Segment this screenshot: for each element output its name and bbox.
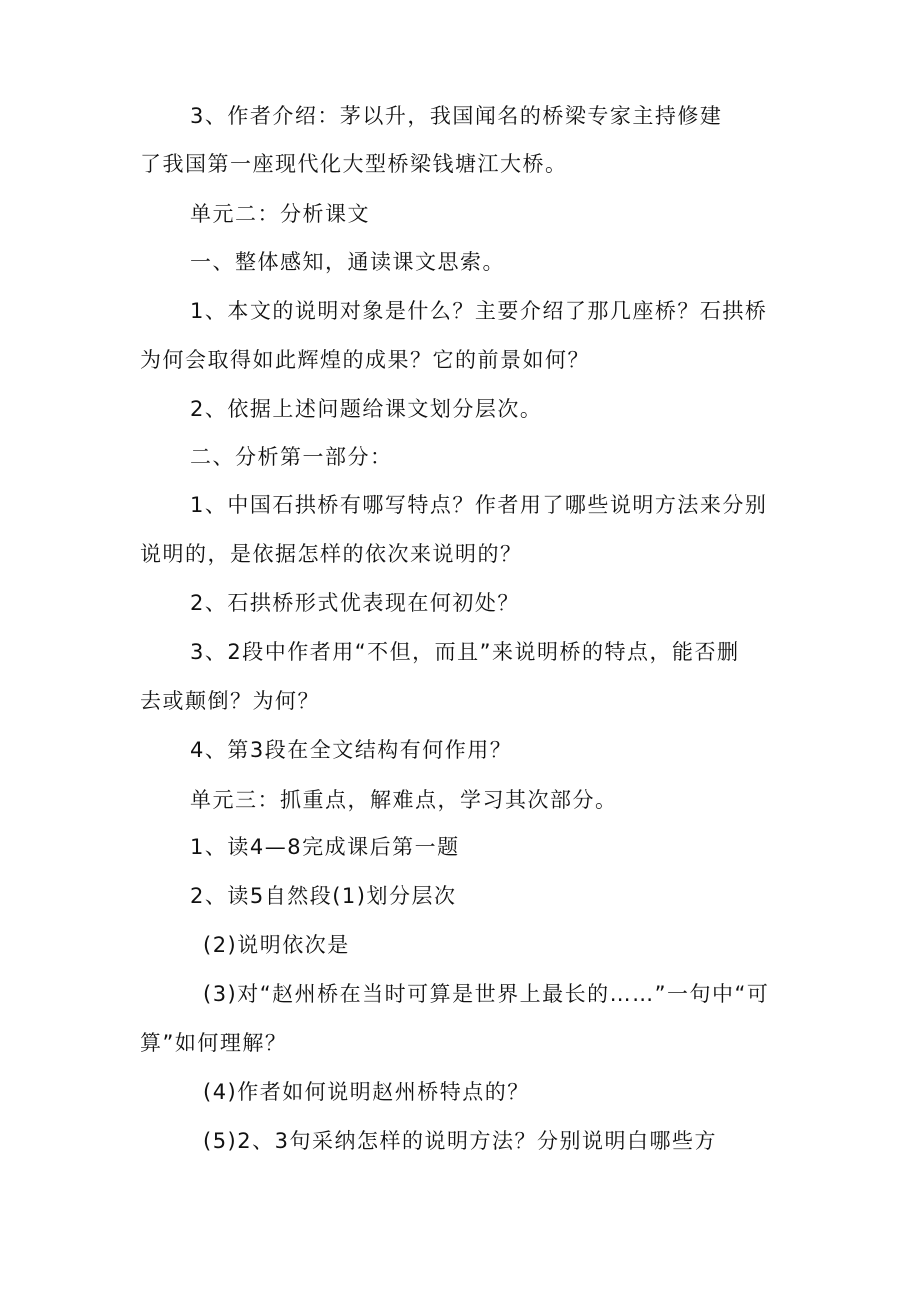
text-line: (4)作者如何说明赵州桥特点的？ [203, 1080, 530, 1104]
text-line: 1、中国石拱桥有哪写特点？作者用了哪些说明方法来分别 [190, 493, 768, 517]
subsection-heading: 一、整体感知，通读课文思索。 [190, 250, 505, 274]
subsection-heading: 二、分析第一部分： [190, 445, 393, 469]
text-line: 为何会取得如此辉煌的成果？它的前景如何？ [140, 348, 590, 372]
text-line: 3、2段中作者用“不但，而且”来说明桥的特点，能否删 [190, 640, 740, 664]
text-line: (5)2、3句采纳怎样的说明方法？分别说明白哪些方 [203, 1129, 717, 1153]
text-line: 3、作者介绍：茅以升，我国闻名的桥梁专家主持修建 [190, 104, 723, 128]
text-line: 去或颠倒？为何？ [140, 689, 320, 713]
text-line: 算”如何理解？ [140, 1031, 288, 1055]
text-line: 2、读5自然段(1)划分层次 [190, 884, 457, 908]
text-line: 1、读4—8完成课后第一题 [190, 835, 460, 859]
text-line: (2)说明依次是 [203, 933, 350, 957]
text-line: 2、石拱桥形式优表现在何初处？ [190, 591, 520, 615]
text-line: 1、本文的说明对象是什么？主要介绍了那几座桥？石拱桥 [190, 299, 768, 323]
text-line: 2、依据上述问题给课文划分层次。 [190, 397, 543, 421]
text-line: 4、第3段在全文结构有何作用？ [190, 738, 513, 762]
text-line: 说明的，是依据怎样的依次来说明的？ [140, 542, 523, 566]
section-heading: 单元三：抓重点，解难点，学习其次部分。 [190, 788, 618, 812]
section-heading: 单元二：分析课文 [190, 202, 370, 226]
text-line: (3)对“赵州桥在当时可算是世界上最长的……”一句中“可 [203, 982, 770, 1006]
text-line: 了我国第一座现代化大型桥梁钱塘江大桥。 [140, 152, 568, 176]
